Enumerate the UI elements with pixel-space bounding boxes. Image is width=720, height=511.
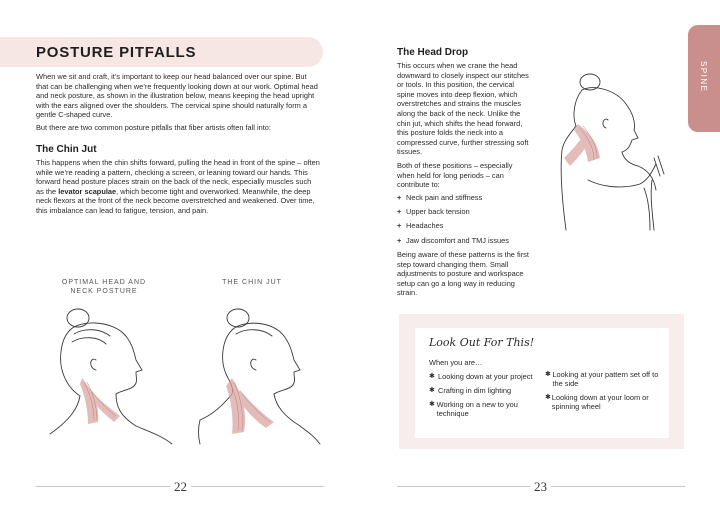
intro-text [36, 72, 320, 136]
page-number: 23 [530, 479, 551, 495]
head-drop-paragraph: This occurs when we crane the head downward to closely inspect our stitches or tools. In this position, the cervical spine moves into deep flexion, which overstretches and strains the muscles along the back of the neck. Unlike the chin jut, which shifts the head forward, this posture folds the neck into a compressed curve, further stressing soft tissues. [397, 61, 529, 157]
asterisk-icon: ✱ [545, 371, 551, 378]
chin-jut-illustration [196, 296, 326, 446]
optimal-posture-illustration [40, 298, 180, 448]
title-band [0, 37, 323, 67]
lookout-intro: When you are… [429, 358, 483, 367]
list-item: + Upper back tension [397, 207, 470, 217]
plus-icon: + [397, 221, 402, 231]
intro-paragraph: When we sit and craft, it’s important to keep our head balanced over our spine. But that can be challenging when we’re frequently looking down at our work. Optimal head and neck posture, as shown in the illustration below, means keeping the head upright with the ears aligned over the shoulders. The cervical spine should naturally form a gentle C-shaped curve. [36, 72, 318, 120]
lookout-box [399, 314, 684, 449]
spine-tab-label: SPINE [699, 61, 708, 93]
list-item: ✱ Looking down at your project [429, 372, 533, 381]
chin-jut-text-part: , which become tight and overworked. Meanwhile, the deep neck flexors at the front of the neck become overstretched and weakened. Over time, this imbalance can lead to fatigue, tension, and pain. [36, 186, 315, 215]
head-drop-text [397, 61, 531, 193]
both-positions-paragraph: Both of these positions – especially when held for long periods – can contribute to: [397, 160, 513, 190]
list-item: ✱ Working on a new to you technique [429, 400, 518, 418]
chin-jut-text [36, 158, 320, 219]
levator-scapulae-term: levator scapulae [58, 186, 117, 196]
list-item: ✱ Looking at your pattern set off to the side [545, 370, 659, 388]
page-number: 22 [170, 479, 191, 495]
head-drop-illustration [548, 60, 678, 240]
caption-chin-jut: THE CHIN JUT [222, 279, 282, 286]
page-title: POSTURE PITFALLS [36, 44, 197, 61]
list-item: + Headaches [397, 221, 444, 231]
list-item: ✱ Crafting in dim lighting [429, 386, 512, 395]
lookout-title: Look Out For This! [429, 336, 535, 349]
asterisk-icon: ✱ [429, 373, 435, 380]
chin-jut-text-part: This happens when the chin shifts forward, pulling the head in front of the spine – often while we’re reading a pattern, checking a screen, or leaning toward our hands. This forward head posture places strain on the back of the neck, especially muscles such as the [36, 158, 320, 196]
lookout-list-right [545, 370, 663, 416]
asterisk-icon: ✱ [545, 394, 551, 401]
plus-icon: + [397, 235, 402, 245]
list-item: + Neck pain and stiffness [397, 193, 483, 202]
asterisk-icon: ✱ [429, 401, 435, 408]
lookout-card [415, 328, 669, 438]
spine-tab[interactable] [688, 25, 720, 132]
head-drop-heading: The Head Drop [397, 47, 469, 58]
caption-optimal: OPTIMAL HEAD AND NECK POSTURE [61, 279, 147, 295]
list-item: + Jaw discomfort and TMJ issues [397, 235, 509, 245]
intro-paragraph: But there are two common posture pitfalls that fiber artists often fall into: [36, 122, 271, 132]
effects-list [397, 193, 547, 250]
list-item: ✱ Looking down at your loom or spinning wheel [545, 393, 649, 411]
lookout-list-left [429, 372, 535, 423]
chin-jut-heading: The Chin Jut [36, 144, 97, 155]
plus-icon: + [397, 193, 402, 202]
asterisk-icon: ✱ [429, 387, 435, 394]
plus-icon: + [397, 207, 402, 217]
aware-text: Being aware of these patterns is the first step toward changing them. Small adjustments to posture and workspace setup can go a long way in reducing strain. [397, 250, 529, 298]
